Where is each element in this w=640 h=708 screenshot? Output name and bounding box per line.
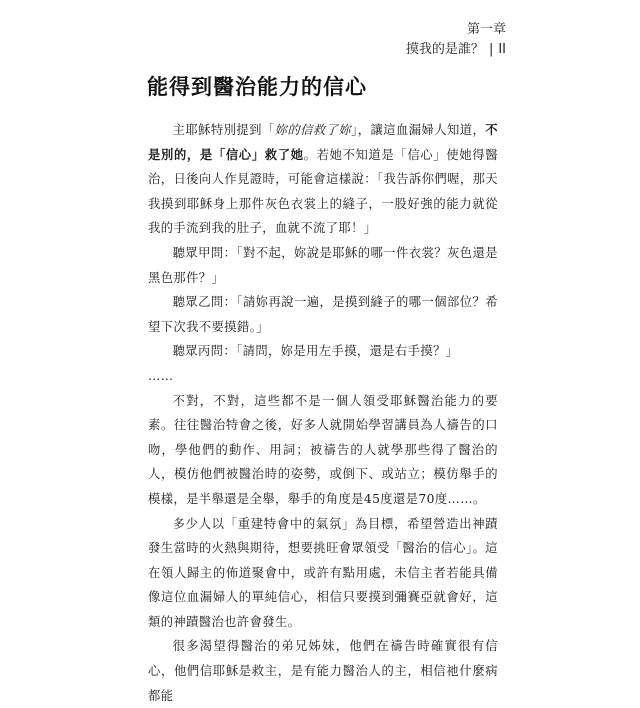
chapter-subtitle: 摸我的是誰？ [405,42,484,57]
paragraph-1-lead: 主耶穌特別提到「 [172,123,275,137]
body-text [148,118,498,708]
chapter-subtitle-line [406,40,506,60]
paragraph-7: 多少人以「重建特會中的氣氛」為目標，希望營造出神蹟發生當時的火熱與期待，想要挑旺會眾領受「醫治的信心」。這在領人歸主的佈道聚會中，或許有點用處，未信主者若能具備像這位血漏婦人的單純信心，相信只要摸到彌賽亞就會好，這類的神蹟醫治也許會發生。 [148,516,498,629]
page-number: II [498,42,506,57]
emphasis-faith: 不是別的，是「信心」救了她 [148,122,498,162]
paragraph-1-mid: 」，讓這血漏婦人知道， [351,123,486,137]
paragraph-4: 聽眾丙問：「請問，妳是用左手摸，還是右手摸？」 [172,344,459,359]
jesus-quote: 妳的信救了妳 [274,123,352,137]
paragraph-ellipsis: …… [148,368,174,383]
section-title: 能得到醫治能力的信心 [147,75,367,99]
running-header [406,20,506,60]
header-separator: | [488,42,494,57]
paragraph-8: 很多渴望得醫治的弟兄姊妹，他們在禱告時確實很有信心，他們信耶穌是救主，是有能力醫治人的主，相信祂什麼病都能 [148,639,498,703]
paragraph-6: 不對，不對，這些都不是一個人領受耶穌醫治能力的要素。往往醫治特會之後，好多人就開始學習講員為人禱告的口吻，學他們的動作、用詞；被禱告的人就學那些得了醫治的人，模仿他們被醫治時的姿勢，或倒下、或站立；模仿舉手的模樣，是半舉還是全舉，舉手的角度是45度還是70度……。 [148,393,498,506]
chapter-label: 第一章 [466,22,506,37]
paragraph-1 [148,118,498,241]
paragraph-2: 聽眾甲問：「對不起，妳說是耶穌的哪一件衣裳？灰色還是黑色那件？」 [148,245,498,285]
paragraph-3: 聽眾乙問：「請妳再說一遍，是摸到縫子的哪一個部位？希望下次我不要摸錯。」 [148,295,498,334]
paragraph-1-tail: 。若她不知道是「信心」使她得醫治，日後向人作見證時，可能會這樣說：「我告訴你們喔，那天我摸到耶穌身上那件灰色衣裳上的縫子，一股好強的能力就從我的手流到我的肚子，血就不流了耶！」 [148,147,498,236]
